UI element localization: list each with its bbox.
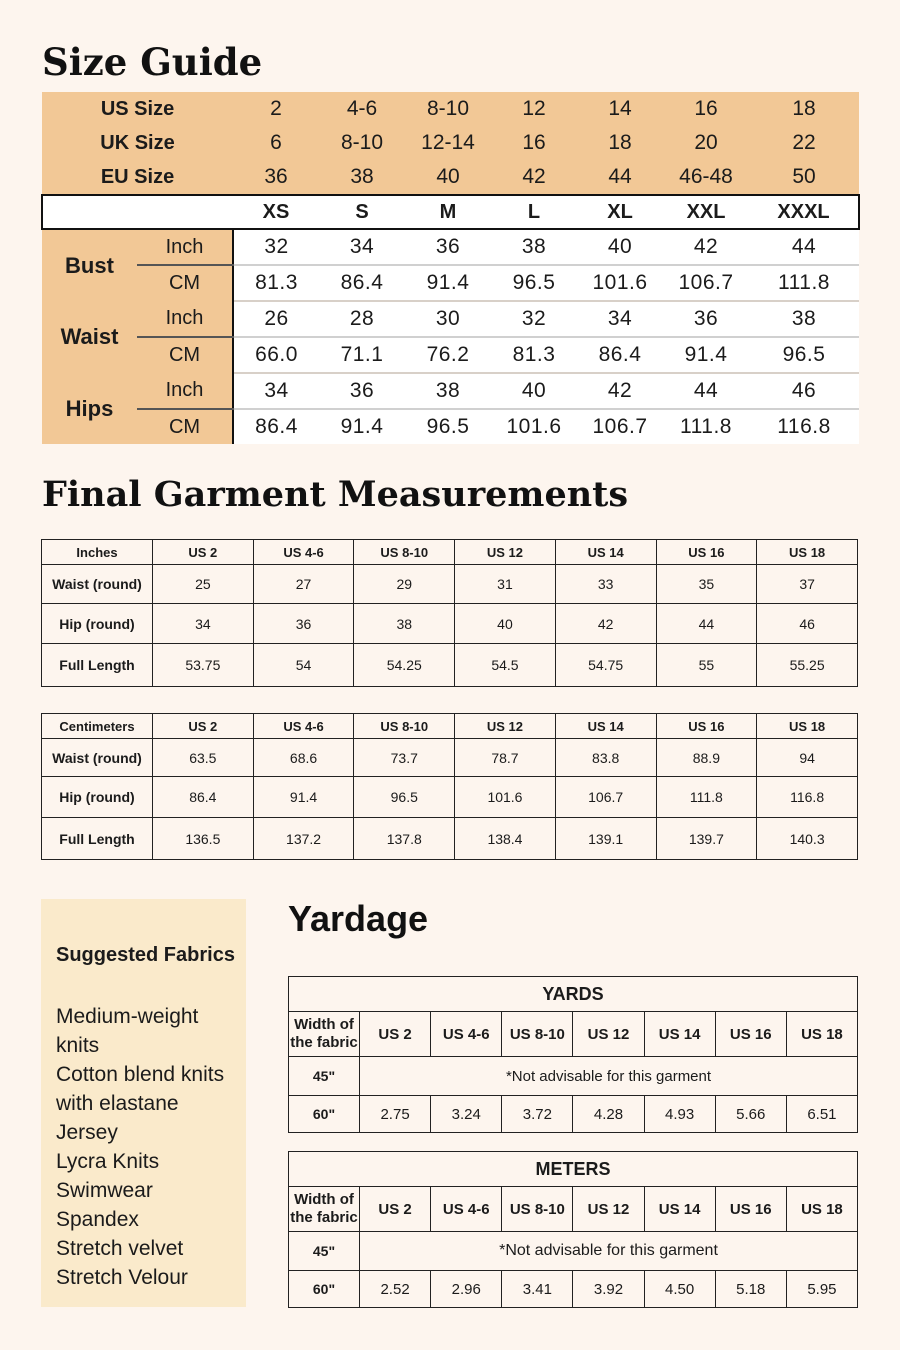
list-item: Lycra Knits [56,1150,160,1173]
width-label: Width of the fabric [289,1012,360,1057]
column-header: US 14 [555,714,656,739]
cell: 111.8 [663,409,749,444]
cell: 22 [749,126,859,160]
cell: 31 [455,565,556,604]
cell: 86.4 [577,337,663,373]
row-60 [289,1096,858,1133]
cell: 42 [577,373,663,409]
cell: 42 [555,604,656,644]
cell: 4.50 [644,1271,715,1308]
cell: 55.25 [757,644,858,687]
cell: 5.18 [715,1271,786,1308]
cell: 83.8 [555,739,656,777]
column-header: US 4-6 [253,714,354,739]
cell: 91.4 [319,409,405,444]
cell: 101.6 [577,265,663,301]
cell: 36 [319,373,405,409]
cell: 29 [354,565,455,604]
cell: 106.7 [663,265,749,301]
cell: 34 [577,301,663,337]
blank-cell [42,195,233,229]
cell: 38 [405,373,491,409]
column-header: US 16 [715,1012,786,1057]
cell: 33 [555,565,656,604]
column-header: US 2 [153,714,254,739]
header-row [42,540,858,565]
cell: 81.3 [233,265,319,301]
letter-size: M [405,195,491,229]
suggested-fabrics-panel [41,899,246,1307]
cell: 111.8 [749,265,859,301]
cell: 8-10 [405,92,491,126]
cell: 36 [663,301,749,337]
cell: 137.2 [253,818,354,860]
letter-size: L [491,195,577,229]
list-item: Spandex [56,1208,139,1231]
cell: 116.8 [757,777,858,818]
column-header: US 18 [757,714,858,739]
unit-label: CM [137,409,233,444]
list-item: Cotton blend knits with elastane [56,1063,225,1115]
cell: 3.41 [502,1271,573,1308]
not-advisable-note: *Not advisable for this garment [360,1232,858,1271]
cell: 91.4 [663,337,749,373]
row-label: Full Length [42,818,153,860]
row-label: 45" [289,1057,360,1096]
cell: 91.4 [253,777,354,818]
row-45 [289,1057,858,1096]
column-header: US 16 [656,540,757,565]
cell: 106.7 [577,409,663,444]
cell: 25 [153,565,254,604]
cell: 40 [491,373,577,409]
bust-label: Bust [42,229,137,301]
cell: 32 [491,301,577,337]
final-garment-centimeters-table [41,713,858,860]
cell: 38 [749,301,859,337]
letter-size: XS [233,195,319,229]
fabric-list [56,1002,241,1292]
cell: 46 [757,604,858,644]
cell: 27 [253,565,354,604]
cell: 96.5 [491,265,577,301]
cell: 40 [577,229,663,265]
uk-size-row [42,126,859,160]
cell: 2.96 [431,1271,502,1308]
cell: 44 [749,229,859,265]
eu-size-row [42,160,859,195]
row-label: Waist (round) [42,739,153,777]
size-guide-table [41,92,860,444]
row-label: UK Size [42,126,233,160]
letter-size: XXL [663,195,749,229]
waist-cm-row [42,337,859,373]
cell: 18 [577,126,663,160]
cell: 91.4 [405,265,491,301]
cell: 4.28 [573,1096,644,1133]
cell: 5.95 [786,1271,857,1308]
yardage-yards-table [288,976,858,1133]
cell: 46 [749,373,859,409]
letter-size-row [42,195,859,229]
cell: 86.4 [319,265,405,301]
table-row [42,644,858,687]
table-row [42,818,858,860]
row-label: Hip (round) [42,604,153,644]
cell: 34 [153,604,254,644]
cell: 36 [233,160,319,195]
cell: 94 [757,739,858,777]
cell: 76.2 [405,337,491,373]
cell: 86.4 [153,777,254,818]
caption-row [289,977,858,1012]
column-header: US 14 [644,1012,715,1057]
cell: 5.66 [715,1096,786,1133]
column-header: US 18 [786,1012,857,1057]
cell: 38 [491,229,577,265]
column-header: US 4-6 [431,1012,502,1057]
header-row [289,1187,858,1232]
column-header: US 12 [455,714,556,739]
waist-inch-row [42,301,859,337]
cell: 50 [749,160,859,195]
letter-size: XL [577,195,663,229]
column-header: US 8-10 [502,1187,573,1232]
cell: 32 [233,229,319,265]
waist-label: Waist [42,301,137,373]
cell: 111.8 [656,777,757,818]
column-header: US 8-10 [354,540,455,565]
final-garment-inches-table [41,539,858,687]
cell: 35 [656,565,757,604]
us-size-row [42,92,859,126]
letter-size: XXXL [749,195,859,229]
cell: 36 [405,229,491,265]
column-header: US 18 [786,1187,857,1232]
cell: 12 [491,92,577,126]
row-label: 45" [289,1232,360,1271]
cell: 106.7 [555,777,656,818]
cell: 4-6 [319,92,405,126]
cell: 139.7 [656,818,757,860]
table-row [42,777,858,818]
caption-row [289,1152,858,1187]
size-guide-title: Size Guide [42,40,263,84]
cell: 6.51 [786,1096,857,1133]
unit-label: Inch [137,301,233,337]
column-header: US 18 [757,540,858,565]
suggested-fabrics-title: Suggested Fabrics [56,944,235,966]
row-label: 60" [289,1271,360,1308]
unit-label: CM [137,337,233,373]
cell: 34 [233,373,319,409]
cell: 30 [405,301,491,337]
cell: 116.8 [749,409,859,444]
cell: 26 [233,301,319,337]
table-row [42,565,858,604]
row-label: Full Length [42,644,153,687]
cell: 44 [656,604,757,644]
column-header: US 16 [656,714,757,739]
cell: 20 [663,126,749,160]
cell: 96.5 [354,777,455,818]
column-header: US 2 [360,1012,431,1057]
cell: 38 [354,604,455,644]
column-header: US 12 [573,1012,644,1057]
table-caption: YARDS [289,977,858,1012]
cell: 8-10 [319,126,405,160]
hips-inch-row [42,373,859,409]
cell: 4.93 [644,1096,715,1133]
cell: 42 [663,229,749,265]
column-header: US 4-6 [253,540,354,565]
unit-label: Inch [137,373,233,409]
cell: 6 [233,126,319,160]
cell: 54.25 [354,644,455,687]
column-header: US 12 [573,1187,644,1232]
yardage-meters-table [288,1151,858,1308]
cell: 81.3 [491,337,577,373]
hips-cm-row [42,409,859,444]
cell: 73.7 [354,739,455,777]
list-item: Medium-weight knits [56,1005,199,1057]
cell: 16 [663,92,749,126]
cell: 96.5 [405,409,491,444]
cell: 34 [319,229,405,265]
row-45 [289,1232,858,1271]
cell: 44 [663,373,749,409]
cell: 18 [749,92,859,126]
cell: 3.92 [573,1271,644,1308]
cell: 2.52 [360,1271,431,1308]
not-advisable-note: *Not advisable for this garment [360,1057,858,1096]
header-row [42,714,858,739]
cell: 3.24 [431,1096,502,1133]
cell: 46-48 [663,160,749,195]
column-header: US 2 [153,540,254,565]
row-label: Hip (round) [42,777,153,818]
cell: 138.4 [455,818,556,860]
final-garment-title: Final Garment Measurements [42,474,629,515]
list-item: Stretch Velour [56,1266,188,1289]
corner-cell: Inches [42,540,153,565]
hips-label: Hips [42,373,137,444]
cell: 86.4 [233,409,319,444]
unit-label: Inch [137,229,233,265]
cell: 139.1 [555,818,656,860]
cell: 36 [253,604,354,644]
cell: 137.8 [354,818,455,860]
cell: 42 [491,160,577,195]
table-row [42,739,858,777]
cell: 55 [656,644,757,687]
cell: 37 [757,565,858,604]
column-header: US 2 [360,1187,431,1232]
cell: 54 [253,644,354,687]
row-60 [289,1271,858,1308]
row-label: Waist (round) [42,565,153,604]
column-header: US 14 [644,1187,715,1232]
cell: 96.5 [749,337,859,373]
cell: 40 [455,604,556,644]
cell: 54.5 [455,644,556,687]
column-header: US 14 [555,540,656,565]
width-label: Width of the fabric [289,1187,360,1232]
cell: 101.6 [455,777,556,818]
cell: 140.3 [757,818,858,860]
cell: 78.7 [455,739,556,777]
column-header: US 16 [715,1187,786,1232]
cell: 88.9 [656,739,757,777]
column-header: US 8-10 [502,1012,573,1057]
table-row [42,604,858,644]
corner-cell: Centimeters [42,714,153,739]
list-item: Swimwear [56,1179,153,1202]
cell: 38 [319,160,405,195]
cell: 101.6 [491,409,577,444]
cell: 2.75 [360,1096,431,1133]
cell: 14 [577,92,663,126]
bust-inch-row [42,229,859,265]
cell: 28 [319,301,405,337]
cell: 2 [233,92,319,126]
yardage-title: Yardage [288,898,429,939]
letter-size: S [319,195,405,229]
row-label: EU Size [42,160,233,195]
cell: 54.75 [555,644,656,687]
list-item: Stretch velvet [56,1237,184,1260]
unit-label: CM [137,265,233,301]
bust-cm-row [42,265,859,301]
column-header: US 12 [455,540,556,565]
cell: 3.72 [502,1096,573,1133]
cell: 63.5 [153,739,254,777]
cell: 66.0 [233,337,319,373]
cell: 53.75 [153,644,254,687]
cell: 12-14 [405,126,491,160]
list-item: Jersey [56,1121,118,1144]
row-label: 60" [289,1096,360,1133]
cell: 16 [491,126,577,160]
cell: 136.5 [153,818,254,860]
column-header: US 4-6 [431,1187,502,1232]
cell: 40 [405,160,491,195]
cell: 71.1 [319,337,405,373]
column-header: US 8-10 [354,714,455,739]
row-label: US Size [42,92,233,126]
header-row [289,1012,858,1057]
cell: 68.6 [253,739,354,777]
table-caption: METERS [289,1152,858,1187]
cell: 44 [577,160,663,195]
